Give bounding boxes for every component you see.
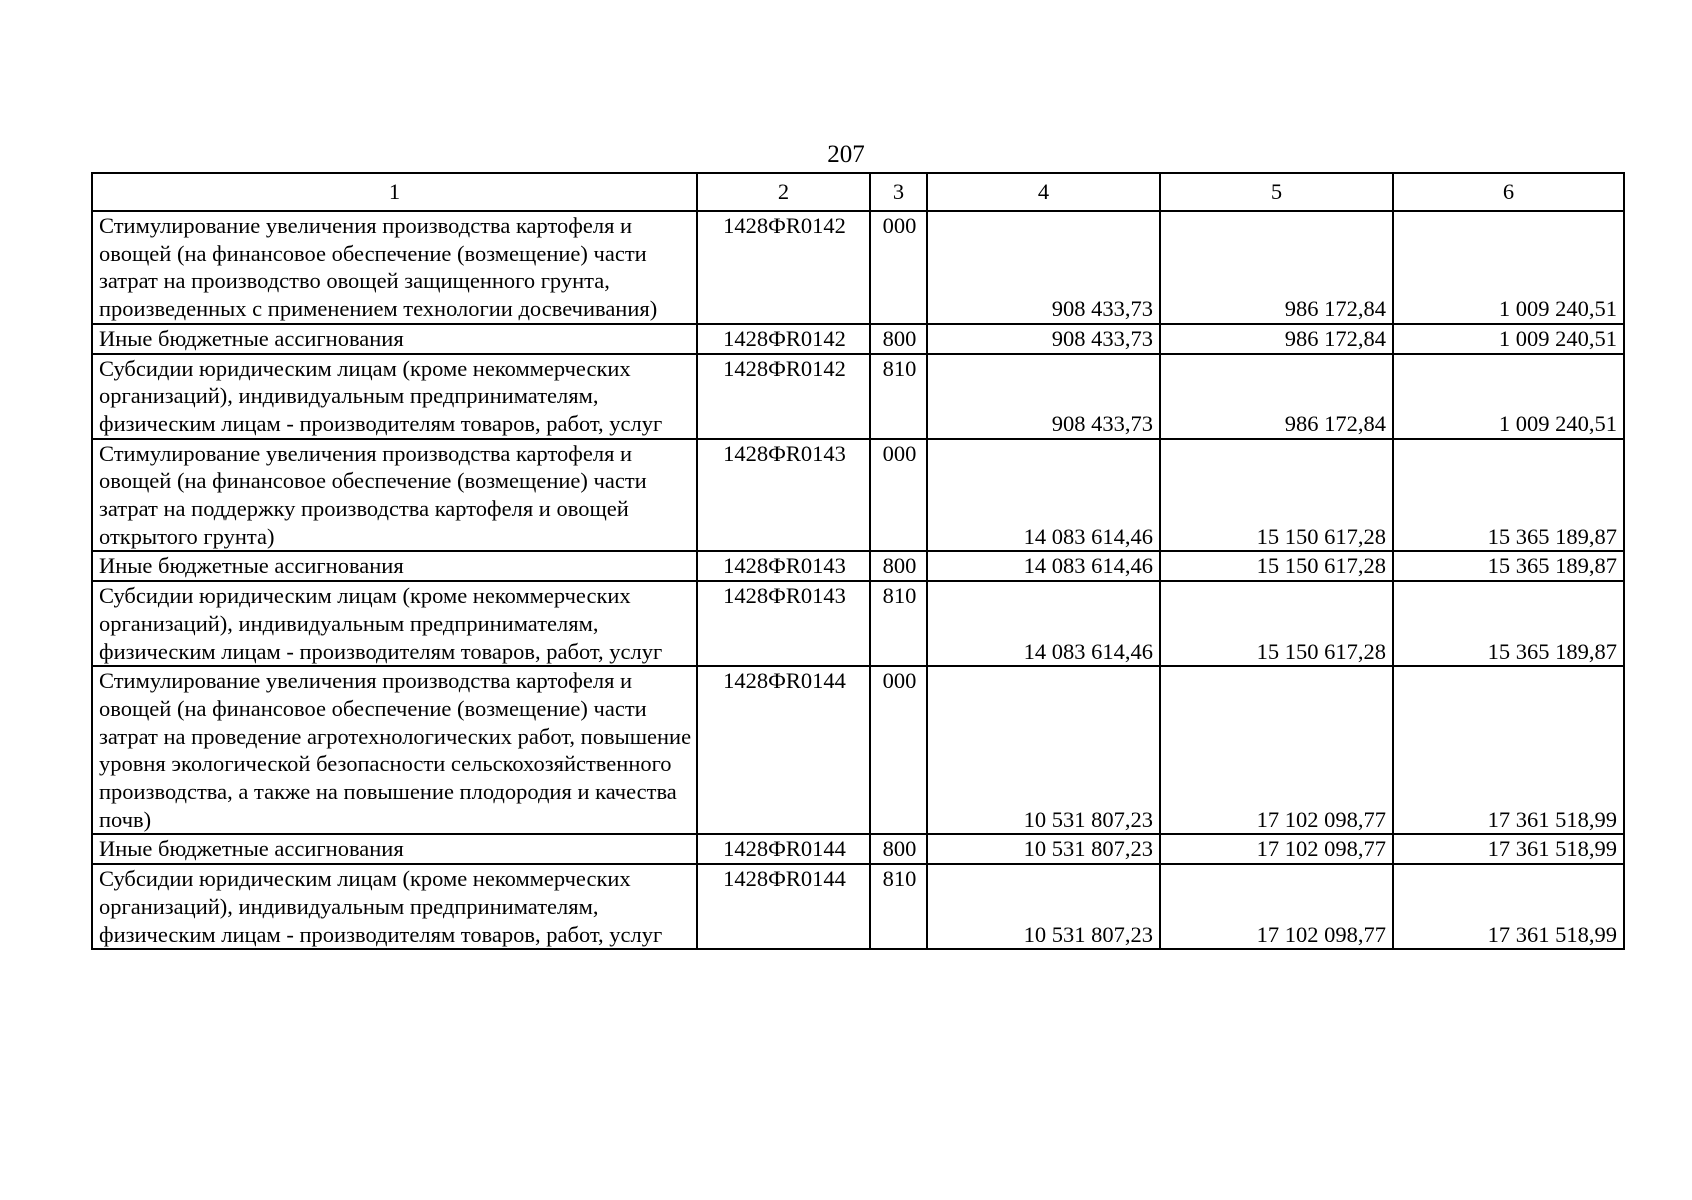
row-name-cell: Стимулирование увеличения производства картофеля и овощей (на финансовое обеспечение (возмещение) части затрат на поддержку производства картофеля и овощей открытого грунта) (92, 439, 697, 552)
table-row (92, 581, 1624, 666)
row-kind-cell: 000 (870, 211, 927, 324)
row-amount-col4: 10 531 807,23 (927, 834, 1160, 864)
row-kind-cell: 000 (870, 439, 927, 552)
row-amount-col6: 1 009 240,51 (1393, 354, 1624, 439)
row-code-cell: 1428ФR0143 (697, 581, 870, 666)
row-amount-col5: 986 172,84 (1160, 211, 1393, 324)
row-kind-cell: 800 (870, 551, 927, 581)
column-header-1: 1 (92, 173, 697, 211)
row-code-cell: 1428ФR0142 (697, 211, 870, 324)
page-number: 207 (827, 141, 865, 168)
row-kind-cell: 810 (870, 864, 927, 949)
column-header-6: 6 (1393, 173, 1624, 211)
row-code-cell: 1428ФR0144 (697, 864, 870, 949)
row-code-cell: 1428ФR0143 (697, 551, 870, 581)
row-code-cell: 1428ФR0142 (697, 324, 870, 354)
column-header-5: 5 (1160, 173, 1393, 211)
row-name-cell: Стимулирование увеличения производства картофеля и овощей (на финансовое обеспечение (возмещение) части затрат на проведение агротехнологических работ, повышение уровня экологической безопасности сельскохозяйственного производства, а также на повышение плодородия и качества почв) (92, 666, 697, 834)
row-amount-col4: 14 083 614,46 (927, 551, 1160, 581)
row-kind-cell: 800 (870, 324, 927, 354)
table-row (92, 864, 1624, 949)
row-name-cell: Иные бюджетные ассигнования (92, 551, 697, 581)
row-code-cell: 1428ФR0142 (697, 354, 870, 439)
row-code-cell: 1428ФR0143 (697, 439, 870, 552)
row-amount-col6: 17 361 518,99 (1393, 834, 1624, 864)
row-amount-col5: 17 102 098,77 (1160, 666, 1393, 834)
table-row (92, 834, 1624, 864)
row-amount-col4: 908 433,73 (927, 211, 1160, 324)
row-amount-col6: 15 365 189,87 (1393, 439, 1624, 552)
row-amount-col4: 908 433,73 (927, 324, 1160, 354)
column-header-3: 3 (870, 173, 927, 211)
budget-table (91, 172, 1625, 950)
row-kind-cell: 000 (870, 666, 927, 834)
row-amount-col5: 17 102 098,77 (1160, 864, 1393, 949)
row-amount-col5: 15 150 617,28 (1160, 551, 1393, 581)
row-amount-col5: 15 150 617,28 (1160, 439, 1393, 552)
row-amount-col6: 15 365 189,87 (1393, 581, 1624, 666)
table-row (92, 354, 1624, 439)
row-kind-cell: 810 (870, 581, 927, 666)
row-name-cell: Субсидии юридическим лицам (кроме некоммерческих организаций), индивидуальным предпринимателям, физическим лицам - производителям товаров, работ, услуг (92, 581, 697, 666)
column-header-2: 2 (697, 173, 870, 211)
row-amount-col6: 1 009 240,51 (1393, 324, 1624, 354)
row-kind-cell: 810 (870, 354, 927, 439)
row-amount-col5: 986 172,84 (1160, 354, 1393, 439)
row-amount-col5: 15 150 617,28 (1160, 581, 1393, 666)
table-row (92, 666, 1624, 834)
column-header-4: 4 (927, 173, 1160, 211)
row-name-cell: Иные бюджетные ассигнования (92, 834, 697, 864)
table-row (92, 551, 1624, 581)
row-code-cell: 1428ФR0144 (697, 834, 870, 864)
row-amount-col4: 10 531 807,23 (927, 864, 1160, 949)
row-amount-col5: 17 102 098,77 (1160, 834, 1393, 864)
row-amount-col6: 15 365 189,87 (1393, 551, 1624, 581)
row-amount-col4: 908 433,73 (927, 354, 1160, 439)
row-amount-col6: 17 361 518,99 (1393, 666, 1624, 834)
table-header-row (92, 173, 1624, 211)
row-kind-cell: 800 (870, 834, 927, 864)
row-amount-col4: 14 083 614,46 (927, 581, 1160, 666)
row-code-cell: 1428ФR0144 (697, 666, 870, 834)
row-amount-col4: 10 531 807,23 (927, 666, 1160, 834)
row-name-cell: Субсидии юридическим лицам (кроме некоммерческих организаций), индивидуальным предпринимателям, физическим лицам - производителям товаров, работ, услуг (92, 864, 697, 949)
row-name-cell: Стимулирование увеличения производства картофеля и овощей (на финансовое обеспечение (возмещение) части затрат на производство овощей защищенного грунта, произведенных с применением технологии досвечивания) (92, 211, 697, 324)
row-amount-col4: 14 083 614,46 (927, 439, 1160, 552)
row-amount-col6: 1 009 240,51 (1393, 211, 1624, 324)
table-row (92, 324, 1624, 354)
row-name-cell: Иные бюджетные ассигнования (92, 324, 697, 354)
row-amount-col5: 986 172,84 (1160, 324, 1393, 354)
table-row (92, 211, 1624, 324)
table-row (92, 439, 1624, 552)
row-name-cell: Субсидии юридическим лицам (кроме некоммерческих организаций), индивидуальным предпринимателям, физическим лицам - производителям товаров, работ, услуг (92, 354, 697, 439)
row-amount-col6: 17 361 518,99 (1393, 864, 1624, 949)
